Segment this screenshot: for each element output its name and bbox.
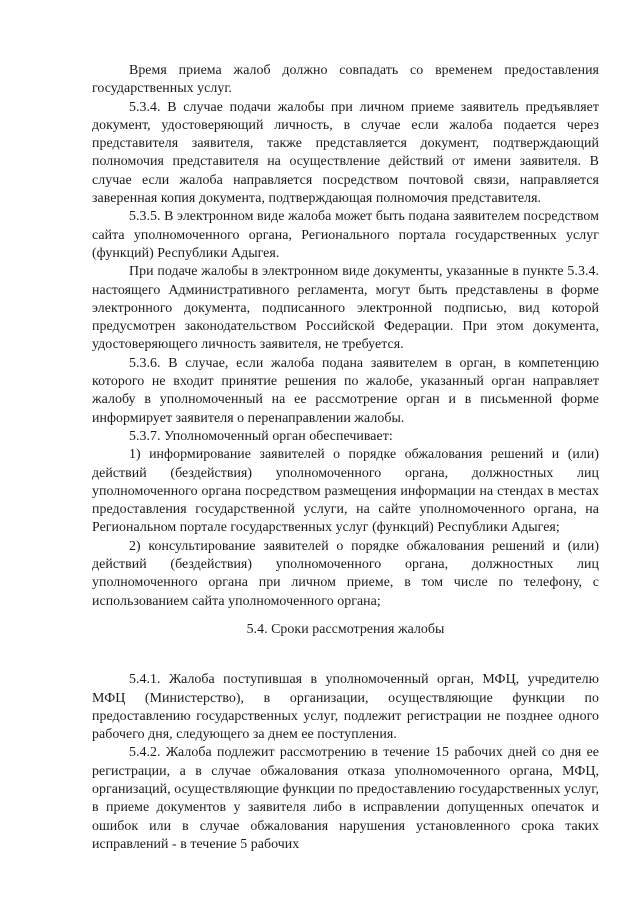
paragraph-5-3-4: 5.3.4. В случае подачи жалобы при личном приеме заявитель предъявляет документ, удостоверяющий личность, в случае если жалоба подается через представителя заявителя, также представляется документ, подтверждающий полномочия представителя на осуществление действий от имени заявителя. В случае если жалоба направляется посредством почтовой связи, направляется заверенная копия документа, подтверждающая полномочия представителя.: [92, 99, 599, 207]
list-item-consulting: 2) консультирование заявителей о порядке обжалования решений и (или) действий (бездействия) уполномоченного органа, должностных лиц уполномоченного органа при личном приеме, в том числе по телефону, с использованием сайта уполномоченного органа;: [92, 538, 599, 609]
section-heading-5-4: 5.4. Сроки рассмотрения жалобы: [246, 621, 445, 637]
paragraph-5-3-7: 5.3.7. Уполномоченный орган обеспечивает:: [129, 428, 393, 444]
paragraph-5-3-5: 5.3.5. В электронном виде жалоба может быть подана заявителем посредством сайта уполномоченного органа, Регионального портала государственных услуг (функций) Республики Адыгея.: [92, 209, 599, 261]
paragraph-5-3-6: 5.3.6. В случае, если жалоба подана заявителем в орган, в компетенцию которого не входит принятие решения по жалобе, указанный орган направляет жалобу в уполномоченный на ее рассмотрение орган и в письменной форме информирует заявителя о перенаправлении жалобы.: [92, 355, 599, 426]
paragraph-complaint-time: Время приема жалоб должно совпадать со временем предоставления государственных услуг.: [92, 63, 599, 97]
paragraph-5-4-1: 5.4.1. Жалоба поступившая в уполномоченный орган, МФЦ, учредителю МФЦ (Министерство), в организации, осуществляющие функции по предоставлению государственных услуг, подлежит регистрации не позднее одного рабочего дня, следующего за днем ее поступления.: [92, 672, 599, 743]
paragraph-5-4-2: 5.4.2. Жалоба подлежит рассмотрению в течение 15 рабочих дней со дня ее регистрации, а в случае обжалования отказа уполномоченного органа, МФЦ, организаций, осуществляющие функции по предоставлению государственных услуг, в приеме документов у заявителя либо в исправлении допущенных опечаток и ошибок или в случае обжалования нарушения установленного срока таких исправлений - в течение 5 рабочих: [92, 745, 599, 852]
list-item-informing: 1) информирование заявителей о порядке обжалования решений и (или) действий (бездействия) уполномоченного органа, должностных лиц уполномоченного органа посредством размещения информации на стендах в местах предоставления государственной услуги, на сайте уполномоченного органа, на Региональном портале государственных услуг (функций) Республики Адыгея;: [92, 447, 599, 536]
paragraph-electronic-submission: При подаче жалобы в электронном виде документы, указанные в пункте 5.3.4. настоящего Административного регламента, могут быть представлены в форме электронного документа, подписанного электронной подписью, вид которой предусмотрен законодательством Российской Федерации. При этом документа, удостоверяющего личность заявителя, не требуется.: [92, 264, 599, 353]
section-spacer: [92, 639, 599, 671]
